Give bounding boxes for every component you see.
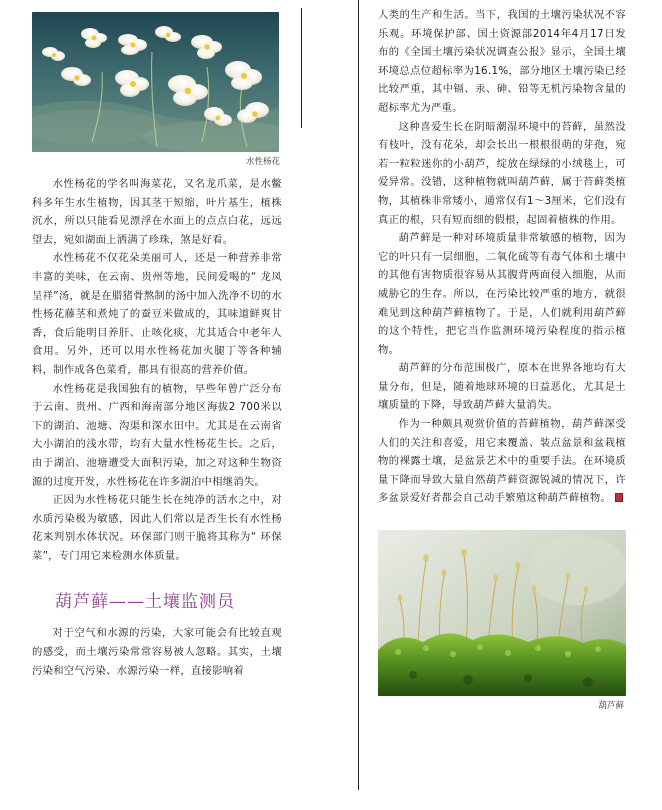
figure-caption: 水性杨花: [245, 157, 280, 167]
left-column: [32, 0, 282, 680]
column-divider: [358, 0, 359, 790]
paragraph: 这种喜爱生长在阴暗潮湿环境中的苔藓，虽然没有枝叶，没有花朵，却会长出一根根很萌的芽孢，宛若一粒粒迷你的小葫芦，绽放在绿绿的小绒毯上，可爱异常。没错，这种植物就叫葫芦藓，属于苔藓类植物，其植株非常矮小，通常仅有1～3厘米，它们没有真正的根，只有短而细的假根，起固着植株的作用。: [378, 120, 626, 226]
paragraph: 水性杨花的学名叫海菜花，又名龙爪菜，是水鳖科多年生水生植物，因其茎干短缩，叶片基生，植株沉水，所以只能看见漂浮在水面上的点点白花，远远望去，宛如湖面上洒满了珍珠，煞是好看。: [32, 178, 282, 246]
paragraph: 水性杨花是我国独有的植物，早些年曾广泛分布于云南、贵州、广西和海南部分地区海拔2 700米以下的湖泊、池塘、沟渠和深水田中。尤其是在云南省大小湖泊的浅水带，均有大量水性杨花生长。之后，由于湖泊、池塘遭受大面积污染，加之对这种生物资源的过度开发，水性杨花在许多湖泊中相继消失。: [32, 382, 282, 488]
moss-photo: [378, 530, 626, 696]
paragraph: 水性杨花不仅花朵美丽可人，还是一种营养非常丰富的美味，在云南、贵州等地，民间爱喝的“ 龙凤呈祥”汤，就是在腊猪骨熬制的汤中加入洗净不切的水性杨花藤茎和煮炖了的蚕豆米做成的，其味道鲜爽甘香，食后能明目养肝、止咳化痰，尤其适合中老年人食用。另外，还可以用水性杨花加火腿丁等各种辅料，制作成各色菜肴，都具有很高的营养价值。: [32, 252, 282, 376]
section-heading: 葫芦藓——土壤监测员: [55, 592, 235, 613]
paragraph: 正因为水性杨花只能生长在纯净的活水之中，对水质污染极为敏感，因此人们常以是否生长有水性杨花来判别水体状况。环保部门则干脆将其称为“ 环保菜”，专门用它来检测水体质量。: [32, 494, 282, 562]
paragraph: 对于空气和水源的污染，大家可能会有比较直观的感受，而土壤污染常常容易被人忽略。其实，土壤污染和空气污染、水源污染一样，直接影响着: [32, 627, 282, 677]
paragraph-text: 作为一种颇具观赏价值的苔藓植物，葫芦藓深受人们的关注和喜爱，用它来覆盖、装点盆景和盆栽植物的裸露土壤，是盆景艺术中的重要手法。在环境质量下降而导致大量自然葫芦藓资源锐减的情况下，许多盆景爱好者都会自己动手繁殖这种葫芦藓植物。: [378, 418, 626, 505]
right-column: [378, 0, 626, 719]
paragraph-continued: 人类的生产和生活。当下，我国的土壤污染状况不容乐观。环境保护部、国土资源部2014年4月17日发布的《全国土壤污染状况调查公报》显示，全国土壤环境总点位超标率为16.1%，部分地区土壤污染已经比较严重，其中镉、汞、砷、铅等无机污染物含量的超标率尤为严重。: [378, 9, 626, 114]
paragraph-final: [378, 415, 626, 508]
paragraph: 葫芦藓是一种对环境质量非常敏感的植物，因为它的叶只有一层细胞，二氧化硫等有毒气体和土壤中的其他有害物质很容易从其腹背两面侵入细胞，从而威胁它的生存。所以，在污染比较严重的地方，就很难见到这种葫芦藓植物了。于是，人们就利用葫芦藓的这个特性，把它当作监测环境污染程度的指示植物。: [378, 232, 626, 356]
water-lily-photo: [32, 12, 279, 152]
figure-caption: 葫芦藓: [598, 701, 624, 712]
paragraph: 葫芦藓的分布范围极广，原本在世界各地均有大量分布，但是，随着地球环境的日益恶化，尤其是土壤质量的下降，导致葫芦藓大量消失。: [378, 362, 626, 412]
column-divider-top: [301, 8, 302, 128]
end-mark-icon: [615, 493, 623, 502]
